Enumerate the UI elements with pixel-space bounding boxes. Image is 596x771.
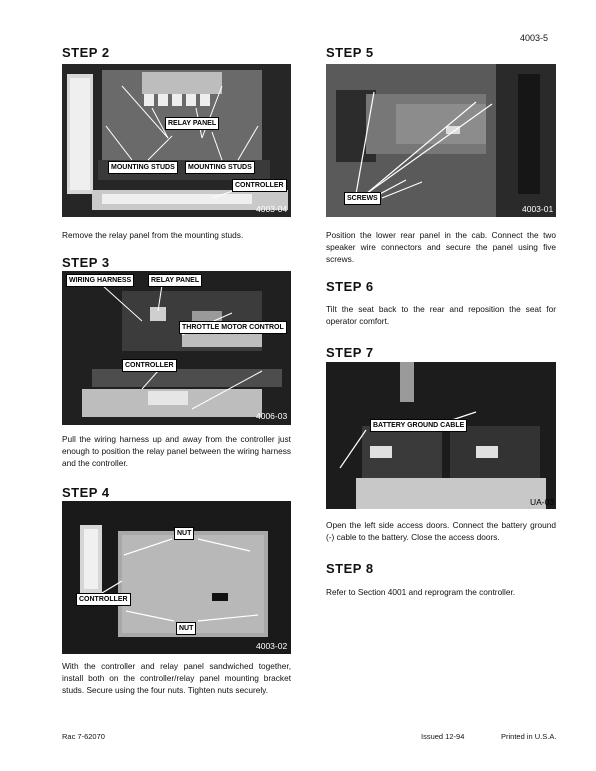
step-7-text: Open the left side access doors. Connect the battery ground (-) cable to the battery. Close the access doors. — [326, 520, 556, 542]
callout-controller: CONTROLLER — [76, 593, 131, 606]
step-5-heading: STEP 5 — [326, 45, 374, 60]
callout-controller: CONTROLLER — [232, 179, 287, 192]
step-5-text: Position the lower rear panel in the cab. Connect the two speaker wire connectors and secure the panel using five screws. — [326, 230, 556, 264]
callout-nut-top: NUT — [174, 527, 194, 540]
figure-number: 4003-01 — [522, 204, 554, 214]
figure-number: 4006-03 — [256, 411, 288, 421]
callout-mounting-studs-left: MOUNTING STUDS — [108, 161, 178, 174]
callout-relay-panel: RELAY PANEL — [165, 117, 219, 130]
wiring-harness-illustration — [62, 271, 291, 425]
callout-screws: SCREWS — [344, 192, 381, 205]
step-3-text: Pull the wiring harness up and away from the controller just enough to position the relay panel between the wiring harness and the controller. — [62, 434, 291, 468]
step-6-text: Tilt the seat back to the rear and reposition the seat for operator comfort. — [326, 304, 556, 326]
figure-number: UA-03 — [530, 497, 555, 507]
callout-mounting-studs-right: MOUNTING STUDS — [185, 161, 255, 174]
step-8-heading: STEP 8 — [326, 561, 374, 576]
figure-number: 4003-04 — [256, 204, 288, 214]
step-6-heading: STEP 6 — [326, 279, 374, 294]
callout-nut-bottom: NUT — [176, 622, 196, 635]
callout-wiring-harness: WIRING HARNESS — [66, 274, 134, 287]
footer-doc-number: Rac 7-62070 — [62, 732, 105, 741]
step-7-photo — [326, 362, 556, 509]
footer-printed: Printed in U.S.A. — [501, 732, 557, 741]
battery-illustration — [326, 362, 556, 509]
step-4-heading: STEP 4 — [62, 485, 110, 500]
step-3-heading: STEP 3 — [62, 255, 110, 270]
callout-battery-ground-cable: BATTERY GROUND CABLE — [370, 419, 467, 432]
step-4-text: With the controller and relay panel sandwiched together, install both on the controller/relay panel mounting bracket studs. Secure using the four nuts. Tighten nuts securely. — [62, 661, 291, 695]
step-2-heading: STEP 2 — [62, 45, 110, 60]
step-8-text: Refer to Section 4001 and reprogram the controller. — [326, 587, 516, 597]
callout-throttle-motor-control: THROTTLE MOTOR CONTROL — [179, 321, 287, 334]
step-7-heading: STEP 7 — [326, 345, 374, 360]
step-2-text: Remove the relay panel from the mounting studs. — [62, 230, 244, 240]
callout-controller: CONTROLLER — [122, 359, 177, 372]
figure-number: 4003-02 — [256, 641, 288, 651]
relay-panel-illustration — [62, 64, 291, 217]
step-3-photo — [62, 271, 291, 425]
step-4-photo — [62, 501, 291, 654]
page-number: 4003-5 — [520, 33, 549, 43]
step-2-photo — [62, 64, 291, 217]
footer-issued: Issued 12-94 — [421, 732, 465, 741]
step-5-photo — [326, 64, 556, 217]
callout-relay-panel: RELAY PANEL — [148, 274, 202, 287]
